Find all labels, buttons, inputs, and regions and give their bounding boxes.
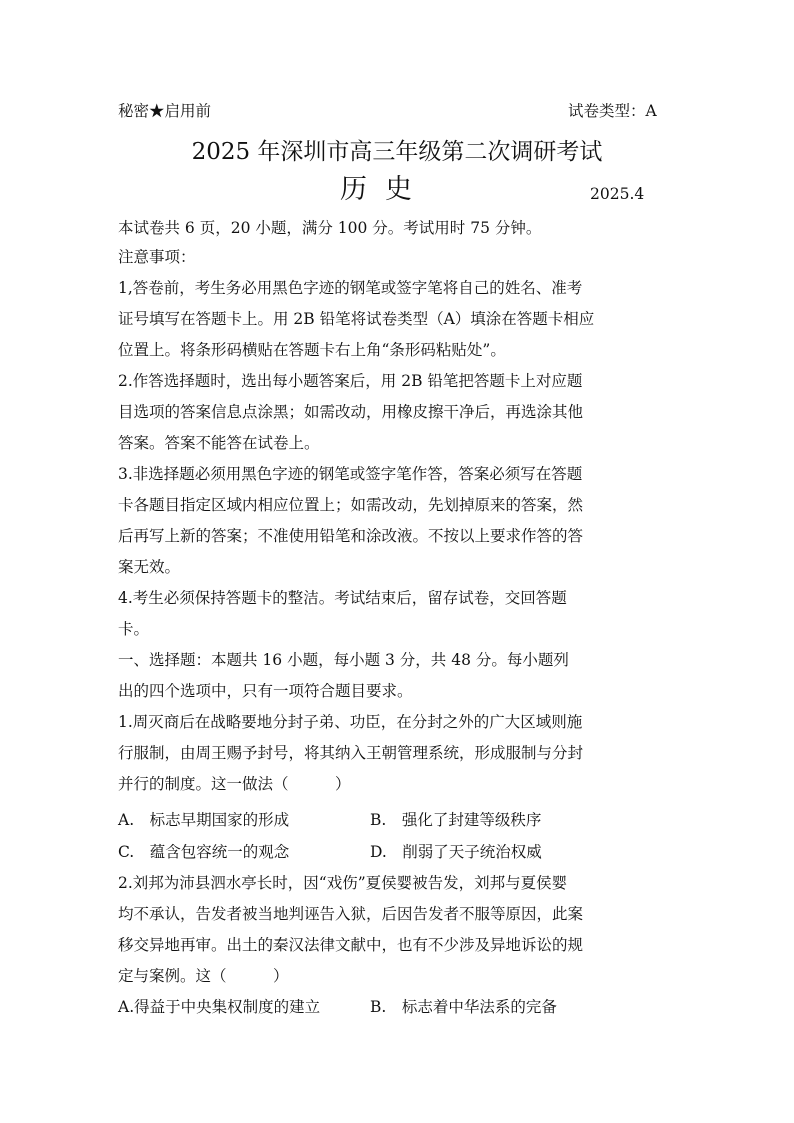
paper-type-label: 试卷类型：A (568, 102, 657, 120)
q2-option-b: B. 标志着中华法系的完备 (370, 998, 557, 1016)
q2-stem-line-2: 均不承认，告发者被当地判诬告入狱，后因告发者不服等原因，此案 (118, 905, 584, 923)
notice-4-line-1: 4.考生必须保持答题卡的整洁。考试结束后，留存试卷，交回答题 (118, 589, 567, 607)
section-heading-line-2: 出的四个选项中，只有一项符合题目要求。 (118, 682, 413, 700)
intro-line: 本试卷共 6 页，20 小题，满分 100 分。考试用时 75 分钟。 (118, 219, 542, 237)
notice-title: 注意事项： (118, 248, 196, 266)
notice-3-line-1: 3.非选择题必须用黑色字迹的钢笔或签字笔作答，答案必须写在答题 (118, 465, 583, 483)
notice-2-line-2: 目选项的答案信息点涂黑；如需改动，用橡皮擦干净后，再选涂其他 (118, 403, 584, 421)
q2-stem-line-4: 定与案例。这（ ） (118, 967, 289, 985)
notice-3-line-2: 卡各题目指定区域内相应位置上；如需改动，先划掉原来的答案，然 (118, 496, 584, 514)
notice-2-line-1: 2.作答选择题时，选出每小题答案后，用 2B 铅笔把答题卡上对应题 (118, 372, 583, 390)
exam-date: 2025.4 (590, 185, 645, 203)
confidential-mark: 秘密★启用前 (118, 102, 212, 120)
notice-3-line-4: 案无效。 (118, 558, 181, 576)
exam-title: 2025 年深圳市高三年级第二次调研考试 (191, 139, 603, 165)
q2-stem-line-3: 移交异地再审。出土的秦汉法律文献中，也有不少涉及异地诉讼的规 (118, 936, 584, 954)
notice-4-line-2: 卡。 (118, 620, 150, 638)
notice-1-line-2: 证号填写在答题卡上。用 2B 铅笔将试卷类型（A）填涂在答题卡相应 (118, 310, 595, 328)
q1-option-c: C. 蕴含包容统一的观念 (118, 843, 290, 861)
q1-stem-line-3: 并行的制度。这一做法（ ） (118, 775, 351, 793)
q1-option-a: A. 标志早期国家的形成 (118, 811, 290, 829)
notice-1-line-1: 1,答卷前，考生务必用黑色字迹的钢笔或签字笔将自己的姓名、准考 (118, 279, 583, 297)
q1-stem-line-2: 行服制，由周王赐予封号，将其纳入王朝管理系统，形成服制与分封 (118, 744, 584, 762)
section-heading-line-1: 一、选择题：本题共 16 小题，每小题 3 分，共 48 分。每小题列 (118, 651, 569, 669)
q1-stem-line-1: 1.周灭商后在战略要地分封子弟、功臣，在分封之外的广大区域则施 (118, 713, 583, 731)
q1-option-b: B. 强化了封建等级秩序 (370, 811, 542, 829)
notice-3-line-3: 后再写上新的答案；不准使用铅笔和涂改液。不按以上要求作答的答 (118, 527, 584, 545)
q1-option-d: D. 削弱了天子统治权威 (370, 843, 542, 861)
notice-1-line-3: 位置上。将条形码横贴在答题卡右上角“条形码粘贴处”。 (118, 341, 506, 359)
q2-stem-line-1: 2.刘邦为沛县泗水亭长时，因“戏伤”夏侯婴被告发，刘邦与夏侯婴 (118, 874, 568, 892)
q2-option-a: A.得益于中央集权制度的建立 (118, 998, 321, 1016)
subject-title: 历史 (340, 174, 430, 205)
notice-2-line-3: 答案。答案不能答在试卷上。 (118, 434, 320, 452)
